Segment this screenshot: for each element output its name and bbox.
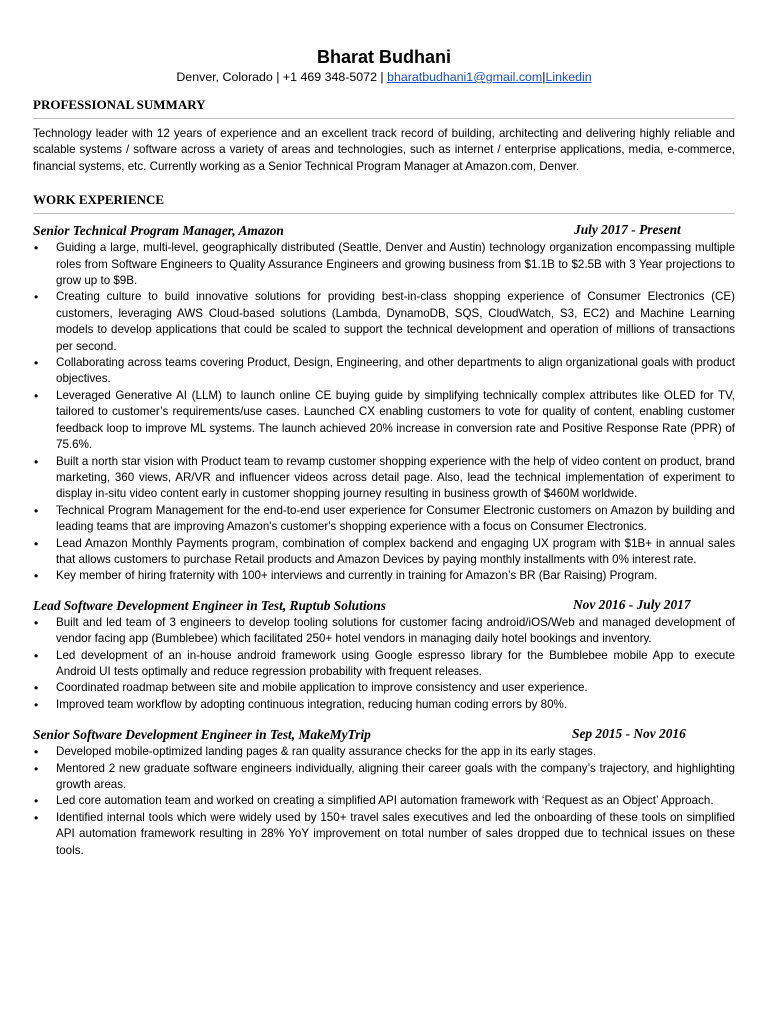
separator: | xyxy=(376,70,388,84)
linkedin-link[interactable]: Linkedin xyxy=(545,70,592,84)
bullet-icon: • xyxy=(34,388,39,403)
bullet-text: Key member of hiring fraternity with 100+ interviews and currently in training for Amazon’s BR (Bar Raising) Program. xyxy=(56,569,658,583)
job-header xyxy=(33,597,735,615)
list-item xyxy=(33,536,735,569)
bullet-text: Collaborating across teams covering Product, Design, Engineering, and other departments to align organizational goals with product objectives. xyxy=(56,356,735,386)
bullet-icon: • xyxy=(34,697,39,712)
bullet-icon: • xyxy=(34,569,39,584)
location: Denver, Colorado xyxy=(176,70,273,84)
bullet-text: Led development of an in-house android framework using Google espresso library for the Bumblebee mobile App to execute Android UI tests optimally and reduce regression probability with frequent releases. xyxy=(56,648,735,678)
bullet-text: Coordinated roadmap between site and mobile application to improve consistency and user experience. xyxy=(56,681,588,695)
bullet-text: Led core automation team and worked on creating a simplified API automation framework with ‘Request as an Object’ Approach. xyxy=(56,794,714,808)
bullet-icon: • xyxy=(34,810,39,825)
job-dates: Sep 2015 - Nov 2016 xyxy=(572,726,686,742)
job-list xyxy=(33,222,735,859)
list-item xyxy=(33,615,735,648)
bullet-icon: • xyxy=(34,241,39,256)
bullet-icon: • xyxy=(34,536,39,551)
bullet-icon: • xyxy=(34,454,39,469)
list-item xyxy=(33,388,735,454)
bullet-text: Improved team workflow by adopting continuous integration, reducing human coding errors by 80%. xyxy=(56,697,568,711)
list-item xyxy=(33,810,735,859)
bullet-icon: • xyxy=(34,794,39,809)
separator: | xyxy=(272,70,283,84)
email-link[interactable]: bharatbudhani1@gmail.com xyxy=(387,70,543,84)
bullet-text: Developed mobile-optimized landing pages & ran quality assurance checks for the app in its early stages. xyxy=(56,745,597,759)
bullet-text: Guiding a large, multi-level, geographically distributed (Seattle, Denver and Austin) technology organization encompassing multiple roles from Software Engineers to Quality Assurance Engineers and growing business from $1.1B to $2.5B with 3 Year projections to grow up to $9B. xyxy=(56,241,735,288)
bullet-icon: • xyxy=(34,356,39,371)
list-item xyxy=(33,744,735,760)
bullet-text: Technical Program Management for the end-to-end user experience for Consumer Electronic customers on Amazon by building and leading teams that are improving Amazon's customer's shopping experience with a focus on Consumer Electronics. xyxy=(56,503,735,534)
job-bullets xyxy=(33,744,735,859)
job-dates: July 2017 - Present xyxy=(574,222,681,238)
job-title: Lead Software Development Engineer in Test, Ruptub Solutions xyxy=(33,597,386,613)
job-entry xyxy=(33,597,735,713)
resume-page xyxy=(33,46,735,859)
list-item xyxy=(33,761,735,794)
list-item xyxy=(33,355,735,388)
bullet-icon: • xyxy=(34,761,39,776)
bullet-text: Built and led team of 3 engineers to develop tooling solutions for customer facing android/iOS/Web and managed development of vendor facing app (Bumblebee) which facilitated 250+ hotel vendors in managing daily hotel bookings and inventory. xyxy=(56,615,735,646)
job-header xyxy=(33,726,735,744)
summary-heading: PROFESSIONAL SUMMARY xyxy=(33,97,735,119)
job-bullets xyxy=(33,615,735,713)
bullet-icon: • xyxy=(34,681,39,696)
summary-text: Technology leader with 12 years of experience and an excellent track record of building, architecting and delivering highly reliable and scalable systems / software across a variety of areas and technologies, such as internet / enterprise applications, media, e-commerce, financial systems, etc. Currently working as a Senior Technical Program Manager at Amazon.com, Denver. xyxy=(33,127,735,173)
bullet-text: Lead Amazon Monthly Payments program, combination of complex backend and engaging UX program with $1B+ in annual sales that allows customers to purchase Retail products and Amazon Devices by paying monthly installments with 0% interest rate. xyxy=(56,536,735,566)
bullet-icon: • xyxy=(34,615,39,630)
bullet-text: Identified internal tools which were widely used by 150+ travel sales executives and led the onboarding of these tools on simplified API automation framework resulting in 28% YoY improvement on total number of sales dropped due to technical issues on these tools. xyxy=(56,810,735,857)
job-dates: Nov 2016 - July 2017 xyxy=(573,596,691,612)
contact-line xyxy=(33,68,735,86)
bullet-icon: • xyxy=(34,648,39,663)
phone: +1 469 348-5072 xyxy=(282,70,377,84)
bullet-text: Built a north star vision with Product team to revamp customer shopping experience with the help of video content on product, brand marketing, 360 views, AR/VR and influencer videos across detail page. Also, lead the technical implementation of experiment to display in-situ video content early in customer shopping journey resulting in business growth of $460M worldwide. xyxy=(56,454,735,501)
job-title: Senior Technical Program Manager, Amazon xyxy=(33,223,284,239)
list-item xyxy=(33,240,735,289)
list-item xyxy=(33,793,735,809)
bullet-icon: • xyxy=(34,290,39,305)
list-item xyxy=(33,289,735,355)
list-item xyxy=(33,680,735,696)
bullet-text: Leveraged Generative AI (LLM) to launch online CE buying guide by simplifying technically complex attributes like OLED for TV, tailored to customer’s requirements/use cases. Launched CX enabling customers to vote for quality of content, enabling customer feedback loop to improve ML systems. The launch achieved 20% increase in conversion rate and Positive Response Rate (PPR) of 75.6%. xyxy=(56,388,735,452)
job-bullets xyxy=(33,240,735,585)
list-item xyxy=(33,697,735,713)
job-header xyxy=(33,222,735,240)
list-item xyxy=(33,568,735,584)
list-item xyxy=(33,503,735,536)
bullet-text: Mentored 2 new graduate software engineers individually, aligning their career goals with the company’s trajectory, and highlighting growth areas. xyxy=(56,761,735,791)
list-item xyxy=(33,454,735,503)
bullet-text: Creating culture to build innovative solutions for providing best-in-class shopping experience of Consumer Electronics (CE) customers, leveraging AWS Cloud-based solutions (Lambda, DynamoDB, SQS, CloudWatch, S3, EC2) and Machine Learning models to develop applications that could be scaled to support the technical development and operation of millions of transactions per second. xyxy=(56,290,735,353)
bullet-icon: • xyxy=(34,503,39,518)
job-entry xyxy=(33,726,735,859)
bullet-icon: • xyxy=(34,745,39,760)
separator: | xyxy=(542,70,546,84)
candidate-name: Bharat Budhani xyxy=(316,47,451,67)
experience-heading: WORK EXPERIENCE xyxy=(33,192,735,214)
job-entry xyxy=(33,222,735,585)
job-title: Senior Software Development Engineer in Test, MakeMyTrip xyxy=(33,727,371,743)
list-item xyxy=(33,648,735,681)
